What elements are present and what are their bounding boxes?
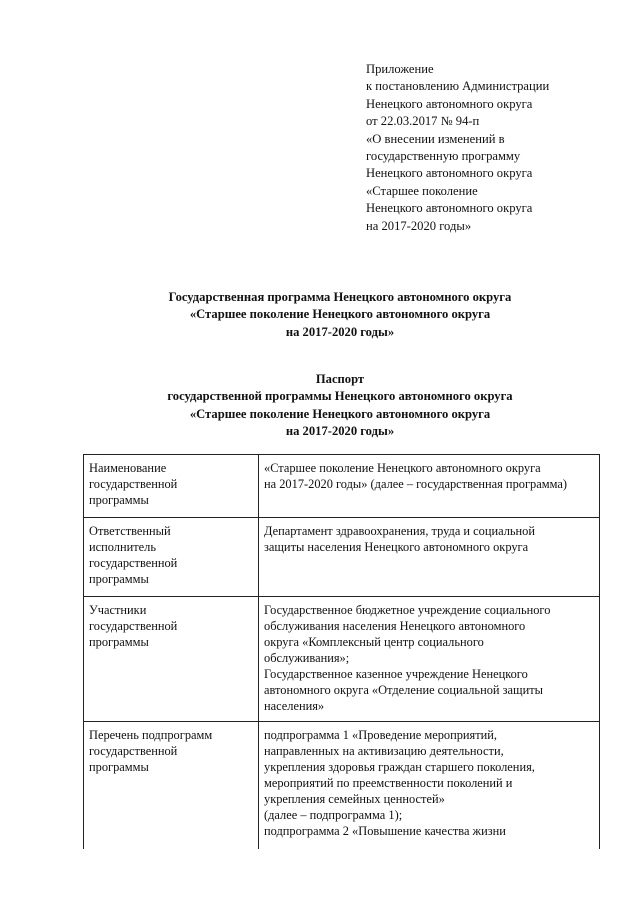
value-line: направленных на активизацию деятельности,: [264, 744, 504, 758]
row-label-cell: [84, 722, 259, 850]
label-line: государственной: [89, 744, 178, 758]
appendix-line: Приложение: [366, 62, 434, 76]
program-title: [80, 289, 600, 341]
label-line: программы: [89, 760, 149, 774]
value-line: (далее – подпрограмма 1);: [264, 808, 403, 822]
table-row: [84, 597, 600, 722]
value-line: укрепления семейных ценностей»: [264, 792, 445, 806]
value-line: обслуживания населения Ненецкого автономного: [264, 619, 526, 633]
value-line: обслуживания»;: [264, 651, 350, 665]
appendix-line: «Старшее поколение: [366, 183, 478, 198]
appendix-line: Ненецкого автономного округа: [366, 166, 533, 181]
value-line: Государственное казенное учреждение Ненецкого: [264, 667, 528, 681]
label-line: Перечень подпрограмм: [89, 728, 213, 742]
row-label-cell: [84, 597, 259, 722]
value-line: подпрограмма 2 «Повышение качества жизни: [264, 824, 506, 838]
row-value-cell: [259, 722, 600, 850]
value-line: «Старшее поколение Ненецкого автономного округа: [264, 461, 541, 475]
row-value-cell: [259, 518, 600, 597]
value-line: укрепления здоровья граждан старшего поколения,: [264, 760, 535, 774]
value-line: Департамент здравоохранения, труда и социальной: [264, 524, 536, 538]
passport-title-line: на 2017-2020 годы»: [285, 424, 395, 439]
passport-title-line: государственной программы Ненецкого автономного округа: [167, 389, 513, 404]
label-line: государственной: [89, 619, 178, 633]
program-title-line: «Старшее поколение Ненецкого автономного округа: [189, 307, 491, 322]
appendix-line: от 22.03.2017 № 94-п: [366, 114, 480, 129]
row-value-cell: [259, 597, 600, 722]
passport-title: [80, 371, 600, 441]
value-line: мероприятий по преемственности поколений и: [264, 776, 513, 790]
label-line: государственной: [89, 556, 178, 570]
value-line: округа «Комплексный центр социального: [264, 635, 484, 649]
passport-title-line: «Старшее поколение Ненецкого автономного округа: [189, 406, 491, 421]
label-line: Ответственный: [89, 524, 171, 538]
program-title-line: на 2017-2020 годы»: [285, 324, 395, 339]
row-value-cell: [259, 455, 600, 518]
value-line: Государственное бюджетное учреждение социального: [264, 603, 551, 617]
value-line: населения»: [264, 699, 325, 713]
value-line: защиты населения Ненецкого автономного округа: [264, 540, 529, 554]
appendix-line: Ненецкого автономного округа: [366, 201, 533, 216]
label-line: программы: [89, 572, 149, 586]
row-label-cell: [84, 455, 259, 518]
value-line: на 2017-2020 годы» (далее – государственная программа): [264, 477, 567, 491]
value-line: подпрограмма 1 «Проведение мероприятий,: [264, 728, 498, 742]
label-line: исполнитель: [89, 540, 156, 554]
appendix-block: [366, 61, 626, 235]
table-row: [84, 722, 600, 850]
appendix-line: «О внесении изменений в: [366, 131, 505, 146]
table-row: [84, 455, 600, 518]
label-line: программы: [89, 493, 149, 507]
program-title-line: Государственная программа Ненецкого автономного округа: [168, 290, 512, 304]
appendix-line: к постановлению Администрации: [366, 79, 550, 94]
passport-title-line: Паспорт: [315, 372, 365, 386]
row-label-cell: [84, 518, 259, 597]
label-line: Наименование: [89, 461, 167, 475]
label-line: государственной: [89, 477, 178, 491]
appendix-line: на 2017-2020 годы»: [366, 218, 472, 233]
appendix-line: Ненецкого автономного округа: [366, 96, 533, 111]
label-line: программы: [89, 635, 149, 649]
value-line: автономного округа «Отделение социальной защиты: [264, 683, 543, 697]
appendix-line: государственную программу: [366, 149, 521, 164]
table-row: [84, 518, 600, 597]
passport-table: [83, 454, 600, 849]
label-line: Участники: [89, 603, 147, 617]
